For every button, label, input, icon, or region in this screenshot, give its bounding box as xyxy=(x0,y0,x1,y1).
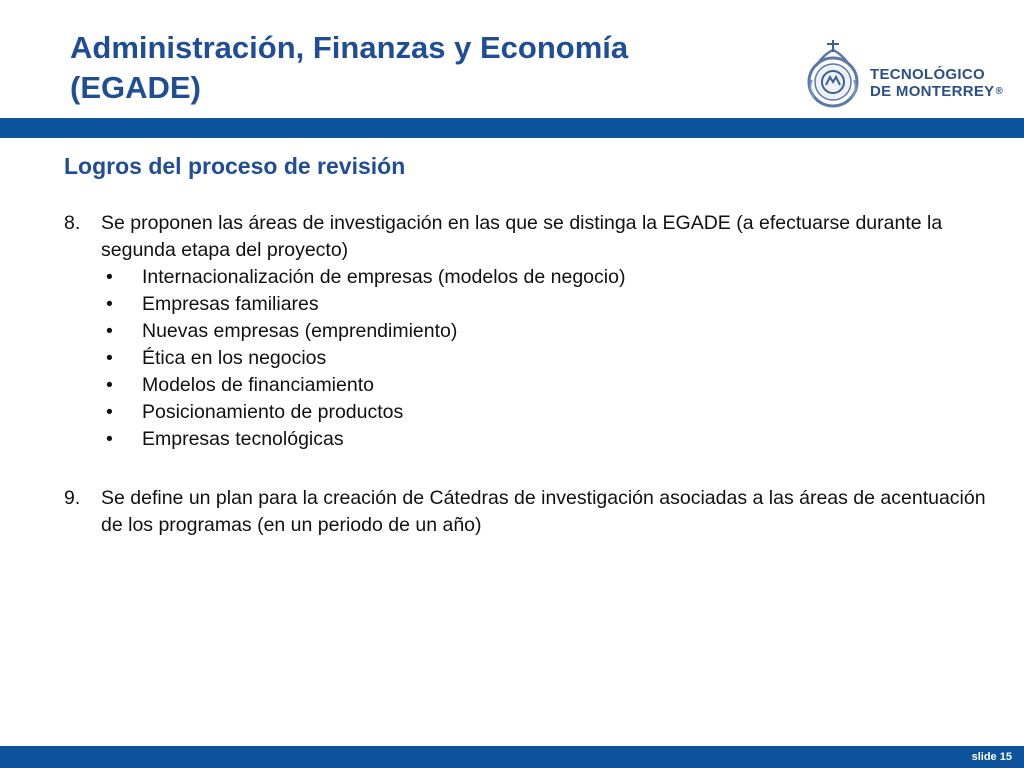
logo-wordmark-line-2: DE MONTERREY® xyxy=(870,83,1004,100)
list-item xyxy=(64,264,964,291)
list-item xyxy=(64,372,964,399)
list-item xyxy=(64,291,964,318)
list-item xyxy=(64,318,964,345)
list-item-text: Modelos de financiamiento xyxy=(142,374,374,396)
slide-number: 15 xyxy=(999,751,1012,763)
slide-title-line-1: Administración, Finanzas y Economía xyxy=(70,30,629,65)
registered-mark: ® xyxy=(995,86,1004,97)
bullet-icon: • xyxy=(106,347,113,369)
numbered-item-8 xyxy=(64,210,994,264)
header-band xyxy=(0,118,1024,138)
item-number: 8. xyxy=(64,212,81,234)
item-number: 9. xyxy=(64,487,81,509)
logo-wordmark-line-1: TECNOLÓGICO xyxy=(870,66,985,83)
bullet-icon: • xyxy=(106,266,113,288)
slide-number-label xyxy=(972,750,1012,764)
bullet-icon: • xyxy=(106,320,113,342)
slide-title xyxy=(70,28,628,108)
list-item xyxy=(64,399,964,426)
list-item xyxy=(64,345,964,372)
bullet-icon: • xyxy=(106,374,113,396)
list-item xyxy=(64,426,964,453)
list-item-text: Ética en los negocios xyxy=(142,347,327,369)
logo-wordmark xyxy=(870,66,1003,100)
bullet-icon: • xyxy=(106,401,113,423)
list-item-text: Empresas tecnológicas xyxy=(142,428,344,450)
item-text: Se define un plan para la creación de Cátedras de investigación asociadas a las áreas de acentuación de los programas (en un periodo de un año) xyxy=(101,487,986,536)
item-text: Se proponen las áreas de investigación en las que se distinga la EGADE (a efectuarse durante la segunda etapa del proyecto) xyxy=(101,212,943,261)
bullet-icon: • xyxy=(106,428,113,450)
list-item-text: Nuevas empresas (emprendimiento) xyxy=(142,320,458,342)
slide-label: slide xyxy=(971,751,997,763)
tec-monterrey-logo xyxy=(804,38,1004,110)
slide-title-line-2: (EGADE) xyxy=(70,70,201,105)
institution-seal-icon xyxy=(804,38,862,110)
list-item-text: Internacionalización de empresas (modelos de negocio) xyxy=(142,266,626,288)
bullet-icon: • xyxy=(106,293,113,315)
list-item-text: Posicionamiento de productos xyxy=(142,401,404,423)
section-subtitle: Logros del proceso de revisión xyxy=(64,153,406,179)
research-areas-list xyxy=(64,264,964,453)
footer-band xyxy=(0,746,1024,768)
list-item-text: Empresas familiares xyxy=(142,293,319,315)
numbered-item-9 xyxy=(64,485,994,539)
